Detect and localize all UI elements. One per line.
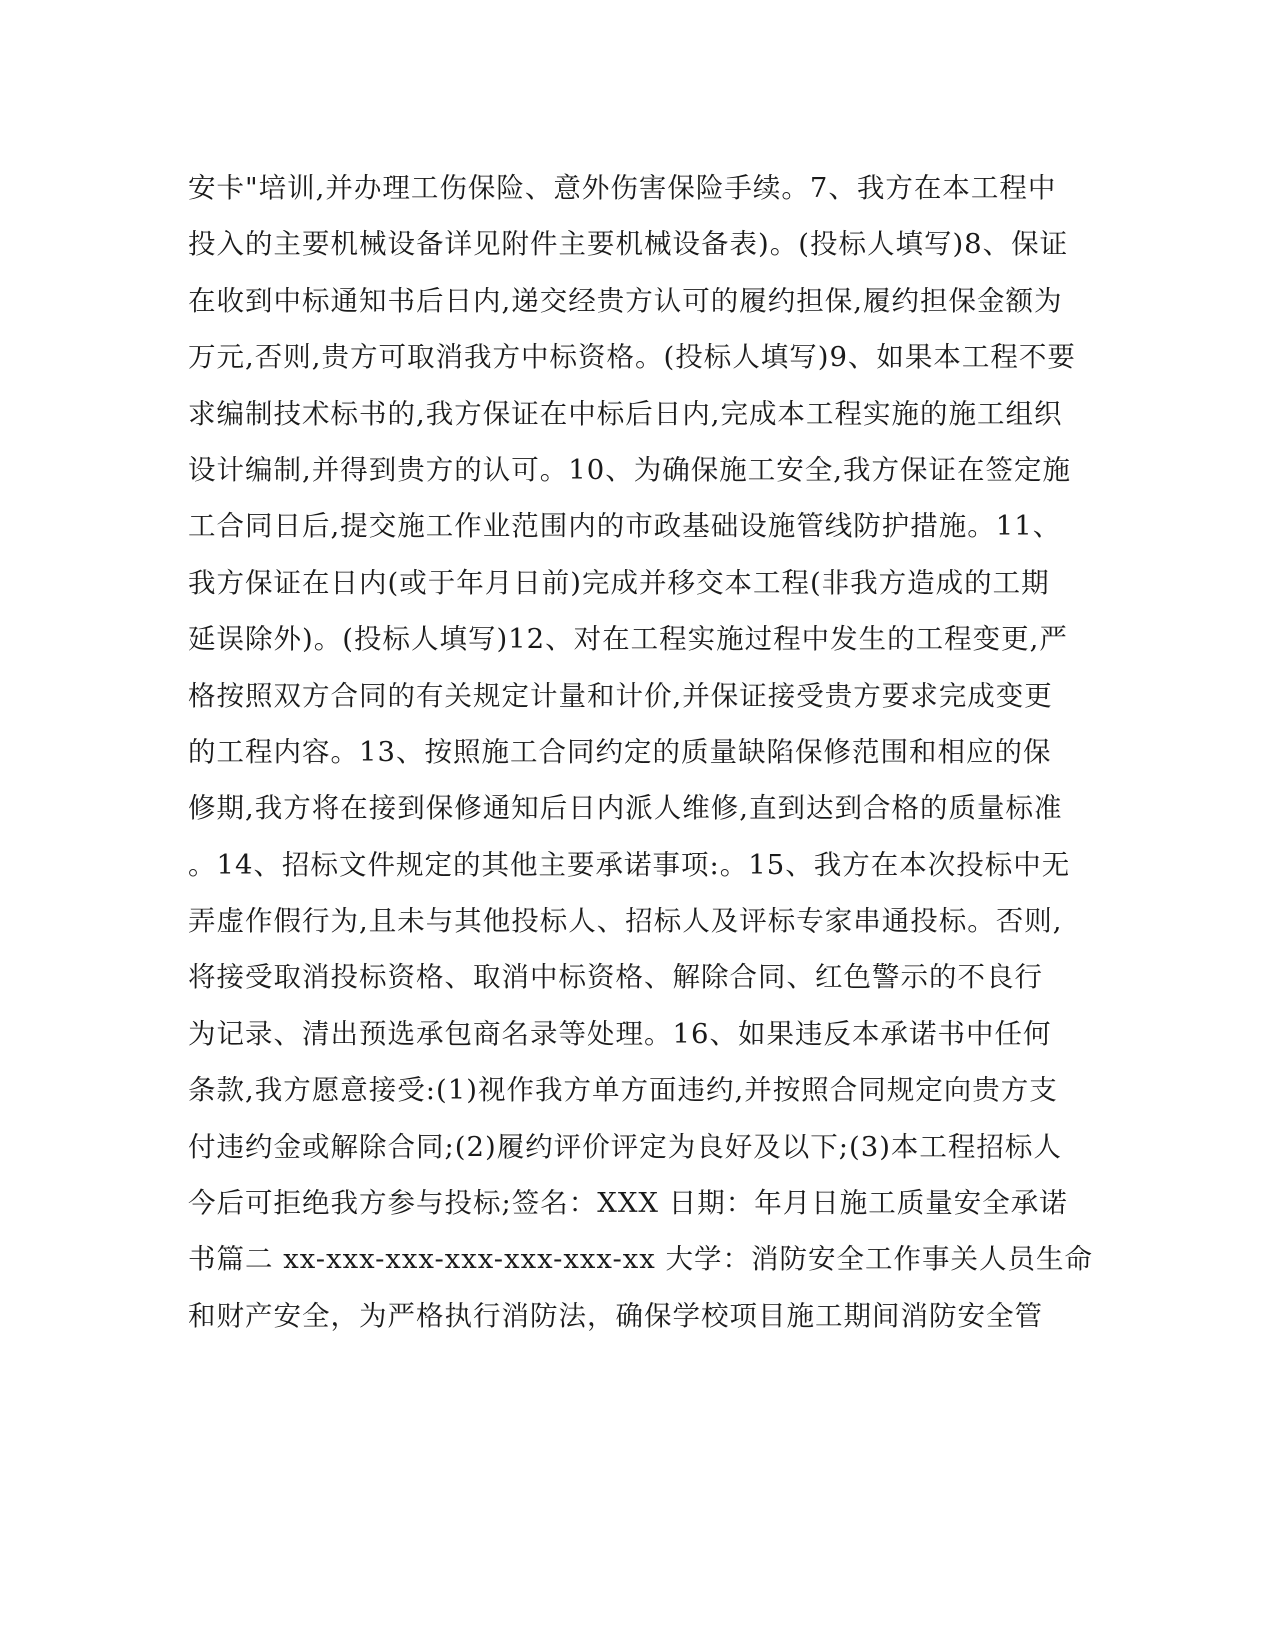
text-line: 安卡"培训,并办理工伤保险、意外伤害保险手续。7、我方在本工程中 [188,172,1057,204]
text-line: 万元,否则,贵方可取消我方中标资格。(投标人填写)9、如果本工程不要 [188,341,1076,374]
text-line: 在收到中标通知书后日内,递交经贵方认可的履约担保,履约担保金额为 [188,284,1063,317]
text-line: 将接受取消投标资格、取消中标资格、解除合同、红色警示的不良行 [188,961,1043,994]
text-line: 的工程内容。13、按照施工合同约定的质量缺陷保修范围和相应的保 [188,735,1052,768]
text-line: 条款,我方愿意接受:(1)视作我方单方面违约,并按照合同规定向贵方支 [188,1074,1058,1107]
text-line: 工合同日后,提交施工作业范围内的市政基础设施管线防护措施。11、 [188,510,1062,543]
text-line: 今后可拒绝我方参与投标;签名：XXX 日期：年月日施工质量安全承诺 [188,1187,1068,1220]
text-line: 和财产安全，为严格执行消防法，确保学校项目施工期间消防安全管 [188,1299,1043,1332]
text-line: 书篇二 xx-xxx-xxx-xxx-xxx-xxx-xx 大学：消防安全工作事关人员生命 [188,1243,1094,1276]
text-line: 我方保证在日内(或于年月日前)完成并移交本工程(非我方造成的工期 [188,566,1050,599]
text-line: 弄虚作假行为,且未与其他投标人、招标人及评标专家串通投标。否则, [188,905,1063,938]
text-line: 投入的主要机械设备详见附件主要机械设备表)。(投标人填写)8、保证 [188,228,1069,261]
text-line: 为记录、清出预选承包商名录等处理。16、如果违反本承诺书中任何 [188,1017,1052,1050]
text-line: 付违约金或解除合同;(2)履约评价评定为良好及以下;(3)本工程招标人 [188,1130,1062,1163]
text-line: 修期,我方将在接到保修通知后日内派人维修,直到达到合格的质量标准 [188,792,1063,825]
text-line: 设计编制,并得到贵方的认可。10、为确保施工安全,我方保证在签定施 [188,453,1071,486]
text-line: 格按照双方合同的有关规定计量和计价,并保证接受贵方要求完成变更 [188,679,1053,712]
text-line: 。14、招标文件规定的其他主要承诺事项:。15、我方在本次投标中无 [188,848,1071,881]
text-line: 延误除外)。(投标人填写)12、对在工程实施过程中发生的工程变更,严 [188,623,1068,656]
body-text [188,160,1094,1344]
text-line: 求编制技术标书的,我方保证在中标后日内,完成本工程实施的施工组织 [188,397,1063,430]
